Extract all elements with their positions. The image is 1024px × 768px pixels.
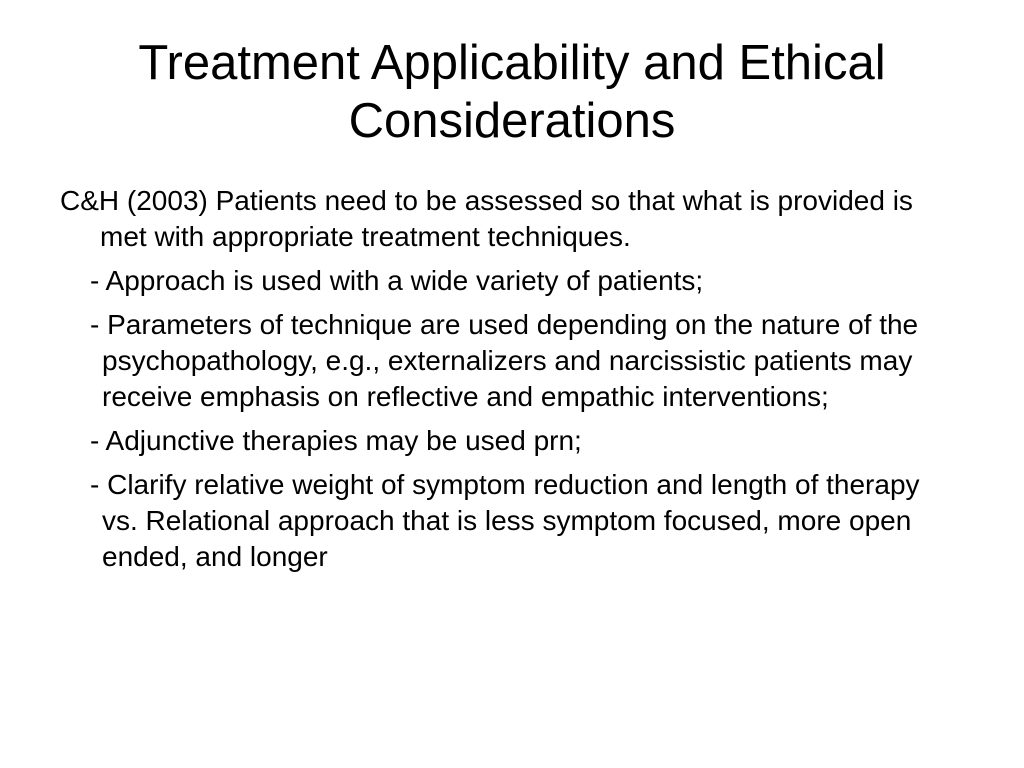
- point-parameters: - Parameters of technique are used depending on the nature of the psychopathology, e.g., externalizers and narcissistic patients may receive emphasis on reflective and empathic interventions;: [90, 309, 919, 412]
- slide-body: [60, 183, 960, 583]
- intro-paragraph: C&H (2003) Patients need to be assessed so that what is provided is met with appropriate treatment techniques.: [60, 185, 913, 252]
- point-clarify: - Clarify relative weight of symptom reduction and length of therapy vs. Relational approach that is less symptom focused, more open ended, and longer: [90, 469, 920, 572]
- slide-title: Treatment Applicability and Ethical Considerations: [138, 36, 886, 148]
- point-adjunctive: - Adjunctive therapies may be used prn;: [90, 425, 582, 456]
- point-approach: - Approach is used with a wide variety of patients;: [90, 265, 704, 296]
